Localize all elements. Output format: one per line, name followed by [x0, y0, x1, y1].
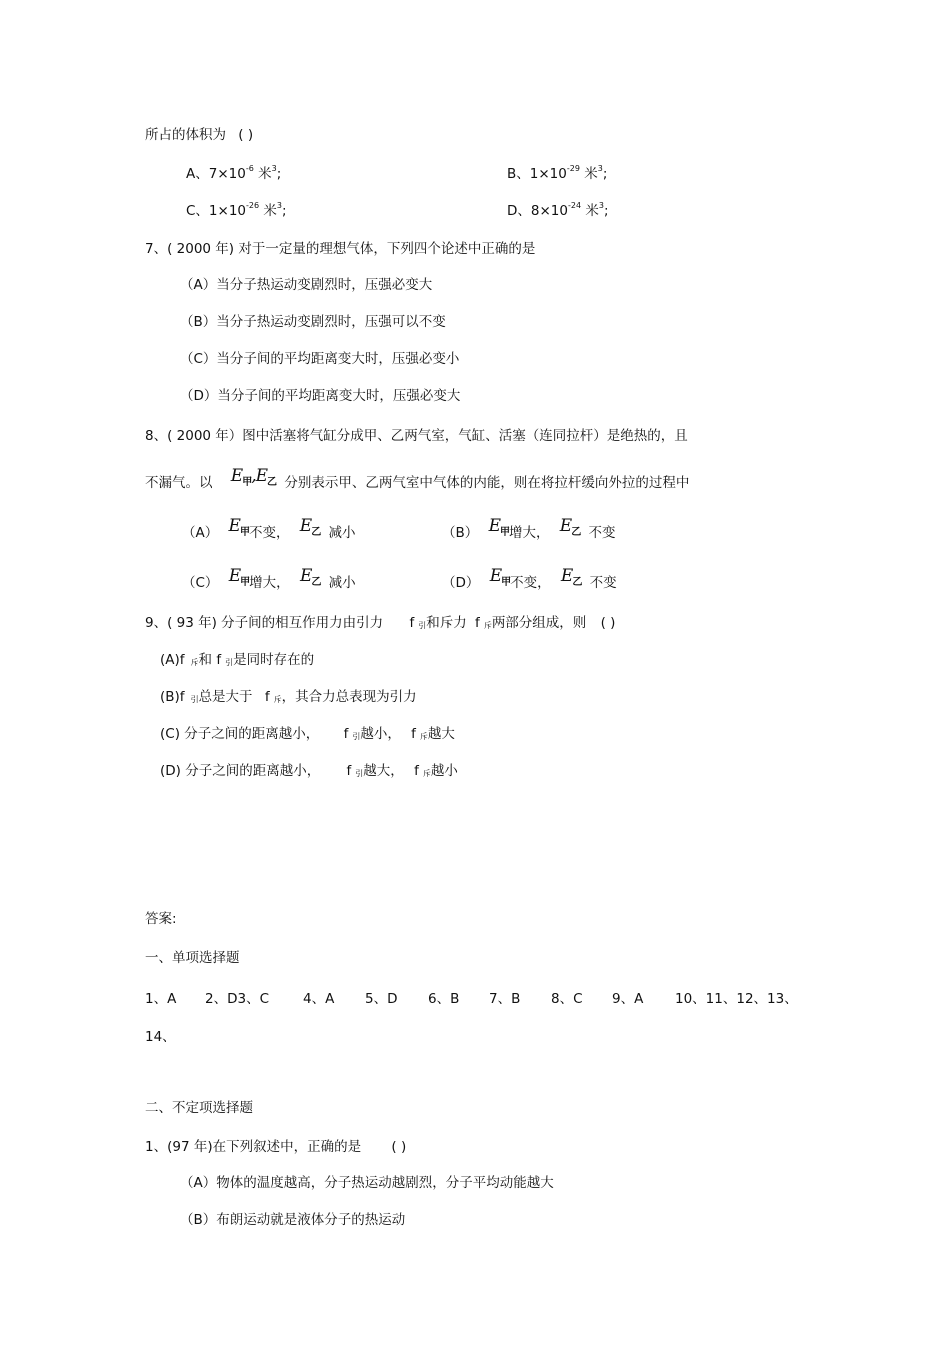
s2q1-stem: 1、(97 年)在下列叙述中，正确的是 ( ) — [145, 1139, 407, 1155]
answer-5: 5、D — [365, 991, 398, 1007]
q8-option-b: （B） $E_甲$增大， $E_乙$ 不变 — [442, 516, 616, 541]
e-jia-symbol: $E_甲$ — [230, 466, 252, 488]
q9-option-c: (C) 分子之间的距离越小， f 引越小， f 斥越大 — [160, 726, 455, 742]
q7-stem: 7、( 2000 年) 对于一定量的理想气体，下列四个论述中正确的是 — [145, 241, 536, 257]
q9-option-d: (D) 分子之间的距离越小， f 引越大， f 斥越小 — [160, 763, 458, 779]
e-yi-symbol: $E_乙$ — [255, 466, 277, 488]
answer-14: 14、 — [145, 1029, 176, 1045]
q9-option-b: (B)f 引总是大于 f 斥，其合力总表现为引力 — [160, 689, 417, 705]
answers-title: 答案: — [145, 911, 177, 927]
q7-option-b: （B）当分子热运动变剧烈时，压强可以不变 — [180, 314, 446, 330]
answer-8: 8、C — [551, 991, 583, 1007]
answer-2-3: 2、D3、C — [205, 991, 269, 1007]
answer-10-13: 10、11、12、13、 — [675, 991, 798, 1007]
q9-stem: 9、( 93 年) 分子间的相互作用力由引力 f 引和斥力 f 斥两部分组成，则 ( ) — [145, 615, 616, 631]
q8-stem-line2: 不漏气。以 $E_甲,E_乙$ 分别表示甲、乙两气室中气体的内能，则在将拉杆缓向外拉的过程中 — [145, 466, 690, 491]
q7-option-c: （C）当分子间的平均距离变大时，压强必变小 — [180, 351, 460, 367]
q6-option-a: A、$7\times 10^{-6}$ 米$^3$; — [186, 164, 282, 182]
q8-option-d: （D） $E_甲$不变， $E_乙$ 不变 — [442, 566, 617, 591]
q8-option-a: （A） $E_甲$不变， $E_乙$ 减小 — [182, 516, 356, 541]
answer-9: 9、A — [612, 991, 644, 1007]
q7-option-a: （A）当分子热运动变剧烈时，压强必变大 — [180, 277, 433, 293]
q8-option-c: （C） $E_甲$增大， $E_乙$ 减小 — [182, 566, 356, 591]
q6-stem: 所占的体积为 ( ) — [145, 127, 254, 143]
s2q1-option-b: （B）布朗运动就是液体分子的热运动 — [180, 1212, 406, 1228]
q6-option-c: C、$1\times 10^{-26}$ 米$^3$; — [186, 201, 287, 219]
answers-section-1: 一、单项选择题 — [145, 950, 240, 966]
answer-1: 1、A — [145, 991, 177, 1007]
q7-option-d: （D）当分子间的平均距离变大时，压强必变大 — [180, 388, 461, 404]
answer-4: 4、A — [303, 991, 335, 1007]
q6-option-b: B、$1\times 10^{-29}$ 米$^3$; — [507, 164, 608, 182]
q9-option-a: (A)f 斥和 f 引是同时存在的 — [160, 652, 315, 668]
q8-stem-line1: 8、( 2000 年）图中活塞将气缸分成甲、乙两气室，气缸、活塞（连同拉杆）是绝热的，且 — [145, 428, 688, 444]
answers-section-2: 二、不定项选择题 — [145, 1100, 253, 1116]
answer-6: 6、B — [428, 991, 460, 1007]
answer-7: 7、B — [489, 991, 521, 1007]
q6-option-d: D、$8\times 10^{-24}$ 米$^3$; — [507, 201, 609, 219]
s2q1-option-a: （A）物体的温度越高，分子热运动越剧烈，分子平均动能越大 — [180, 1175, 554, 1191]
